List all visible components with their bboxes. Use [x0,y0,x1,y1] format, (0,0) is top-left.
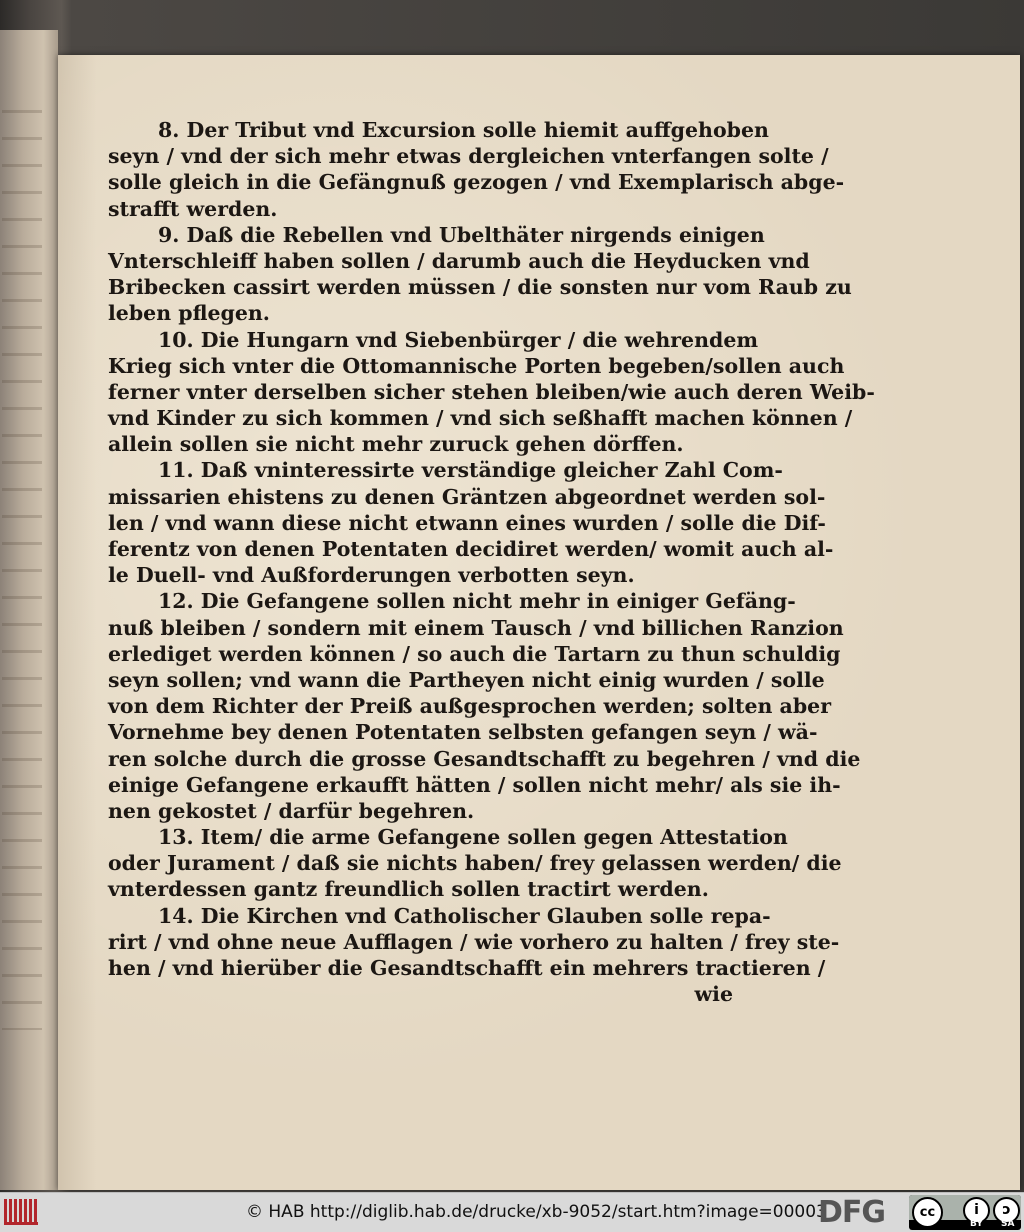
sa-label: SA [1001,1219,1015,1229]
page-text-block [108,117,875,1007]
by-label: BY [970,1219,983,1229]
text-line: ferner vnter derselben sicher stehen bleiben/wie auch deren Weib- [108,379,875,404]
text-line: 13. Item/ die arme Gefangene sollen gegen Attestation [158,825,788,850]
text-line: 8. Der Tribut vnd Excursion solle hiemit auffgehoben [158,118,769,142]
text-line: ren solche durch die grosse Gesandtschafft zu begehren / vnd die [108,746,861,771]
text-line: Krieg sich vnter die Ottomannische Porten begeben/sollen auch [108,353,845,378]
text-line: 12. Die Gefangene sollen nicht mehr in einiger Gefäng- [158,589,796,614]
text-line: 10. Die Hungarn vnd Siebenbürger / die wehrendem [158,327,759,352]
text-line: len / vnd wann diese nicht etwann eines wurden / solle die Dif- [108,510,826,535]
text-line: le Duell- vnd Außforderungen verbotten seyn. [108,563,635,588]
text-line: seyn sollen; vnd wann die Partheyen nicht einig wurden / solle [108,667,825,692]
by-icon: i [963,1197,990,1224]
cc-icon: cc [912,1197,943,1228]
text-line: nen gekostet / darfür begehren. [108,798,475,823]
text-line: Vnterschleiff haben sollen / darumb auch die Heyducken vnd [108,248,810,273]
cc-license-badge[interactable] [909,1195,1021,1230]
text-line: erlediget werden können / so auch die Tartarn zu thun schuldig [108,641,841,666]
text-line: missarien ehistens zu denen Gräntzen abgeordnet werden sol- [108,484,826,509]
text-line: 11. Daß vninteressirte verständige gleicher Zahl Com- [158,458,783,483]
viewer-footer [0,1192,1024,1232]
hab-logo-icon[interactable] [4,1199,38,1225]
text-line: leben pflegen. [108,301,270,326]
text-line: strafft werden. [108,196,278,221]
text-line: vnterdessen gantz freundlich sollen tractirt werden. [108,877,709,902]
text-line: Bribecken cassirt werden müssen / die sonsten nur vom Raub zu [108,275,852,300]
text-line: Vornehme bey denen Potentaten selbsten gefangen seyn / wä- [108,720,818,745]
permalink-text[interactable]: © HAB http://diglib.hab.de/drucke/xb-9052/start.htm?image=00003 [246,1202,827,1222]
text-line: ferentz von denen Potentaten decidiret werden/ womit auch al- [108,537,834,561]
text-line: von dem Richter der Preiß außgesprochen werden; solten aber [108,694,832,719]
text-line: nuß bleiben / sondern mit einem Tausch / vnd billichen Ranzion [108,615,844,640]
catchword: wie [694,982,733,1007]
dfg-logo-icon[interactable]: DFG [818,1195,886,1230]
text-line: rirt / vnd ohne neue Aufflagen / wie vorhero zu halten / frey ste- [108,929,840,954]
text-line: solle gleich in die Gefängnuß gezogen / vnd Exemplarisch abge- [108,170,845,195]
text-line: 14. Die Kirchen vnd Catholischer Glauben solle repa- [158,903,771,928]
text-line: allein sollen sie nicht mehr zuruck gehen dörffen. [108,432,684,457]
previous-page-text-bleed [2,110,42,1030]
text-line: seyn / vnd der sich mehr etwas dergleichen vnterfangen solte / [108,144,829,169]
previous-page-edge [0,30,58,1190]
sa-icon: ↄ [993,1197,1020,1224]
text-line: hen / vnd hierüber die Gesandtschafft ein mehrers tractieren / [108,956,826,980]
text-line: oder Jurament / daß sie nichts haben/ frey gelassen werden/ die [108,851,842,876]
text-line: einige Gefangene erkaufft hätten / sollen nicht mehr/ als sie ih- [108,772,841,797]
text-line: vnd Kinder zu sich kommen / vnd sich seßhafft machen können / [108,406,853,431]
text-line: 9. Daß die Rebellen vnd Ubelthäter nirgends einigen [158,222,765,247]
